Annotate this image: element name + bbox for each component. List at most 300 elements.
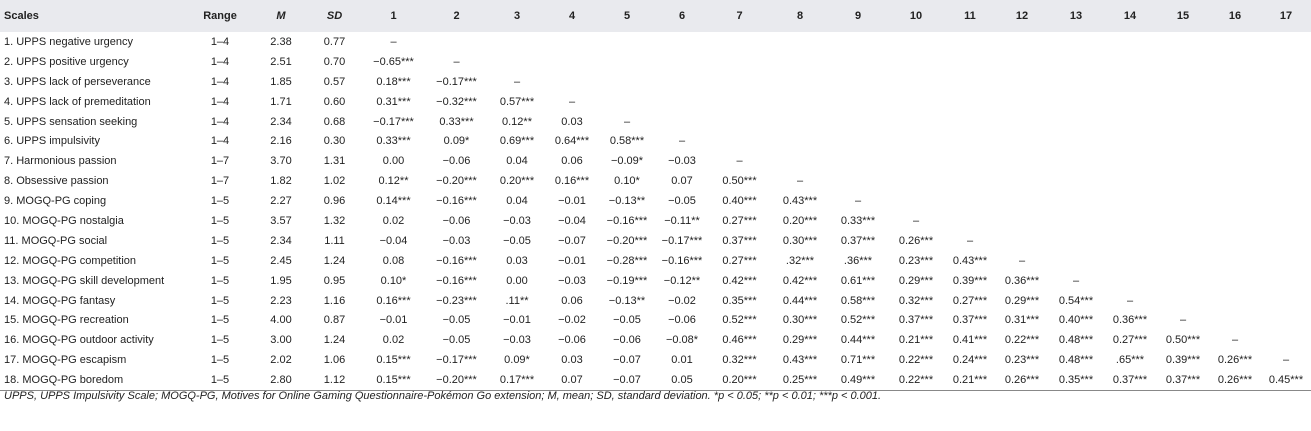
table-cell: –: [1018, 254, 1026, 267]
table-cell: 1–5: [210, 274, 230, 287]
table-cell: 0.43***: [782, 195, 818, 208]
table-cell: 0.43***: [782, 354, 818, 367]
table-cell: 0.02: [382, 214, 405, 227]
header-col-7: 4: [546, 0, 598, 32]
table-cell: 0.26***: [898, 234, 934, 247]
table-cell: 0.22***: [1004, 334, 1040, 347]
table-cell: –: [623, 115, 631, 128]
header-col-14: 11: [945, 0, 995, 32]
table-cell: [708, 72, 771, 92]
table-cell: [1049, 131, 1103, 151]
table-cell: –: [912, 214, 920, 227]
table-cell: [1261, 131, 1311, 151]
table-cell: 0.40***: [722, 195, 757, 208]
header-col-11: 8: [771, 0, 829, 32]
table-cell: −0.12**: [663, 274, 701, 287]
table-cell: 2.80: [255, 370, 307, 390]
table-cell: 1.12: [307, 370, 362, 390]
table-cell: [1209, 171, 1261, 191]
table-note: UPPS, UPPS Impulsivity Scale; MOGQ-PG, Motives for Online Gaming Questionnaire-Pokémon Go extension; M, mean; SD, standard deviation. *p < 0.05; **p < 0.01; ***p < 0.001.: [4, 390, 882, 402]
table-cell: −0.01: [379, 314, 408, 327]
header-col-6: 3: [488, 0, 546, 32]
table-row: [0, 151, 1311, 171]
table-cell: [995, 32, 1049, 52]
table-cell: [945, 112, 995, 132]
table-cell: 0.29***: [782, 334, 818, 347]
row-label: 10. MOGQ-PG nostalgia: [4, 214, 124, 227]
table-cell: [708, 32, 771, 52]
table-cell: [1209, 231, 1261, 251]
table-cell: 0.37***: [1157, 370, 1209, 390]
table-row: [0, 370, 1311, 390]
table-cell: [1157, 92, 1209, 112]
table-cell: 1–5: [185, 370, 255, 390]
table-cell: [1157, 171, 1209, 191]
header-col-20: 17: [1261, 0, 1311, 32]
table-cell: 0.20***: [499, 175, 535, 188]
table-cell: 0.57: [323, 75, 346, 88]
row-label: 5. UPPS sensation seeking: [4, 115, 138, 128]
table-cell: [829, 72, 887, 92]
table-cell: 0.54***: [1058, 294, 1094, 307]
table-cell: [1209, 151, 1261, 171]
table-cell: 0.48***: [1058, 354, 1094, 367]
table-cell: 1.95: [270, 274, 292, 287]
table-cell: [708, 131, 771, 151]
table-cell: 3.00: [270, 334, 292, 347]
table-cell: −0.17***: [436, 75, 477, 88]
table-cell: 0.21***: [898, 334, 934, 347]
header-col-19: 16: [1209, 0, 1261, 32]
table-cell: −0.08*: [665, 334, 699, 347]
table-cell: [945, 191, 995, 211]
table-cell: 1.24: [323, 254, 346, 267]
table-cell: 2.51: [270, 55, 292, 68]
table-cell: 0.26***: [995, 370, 1049, 390]
table-cell: −0.28***: [606, 254, 648, 267]
table-cell: 1–5: [210, 195, 230, 208]
table-cell: 0.52***: [722, 314, 757, 327]
table-cell: [656, 92, 708, 112]
table-cell: [1103, 251, 1157, 271]
table-cell: 3.57: [270, 214, 292, 227]
table-cell: 0.50***: [722, 175, 757, 188]
table-cell: [1103, 92, 1157, 112]
table-cell: 0.16***: [376, 294, 411, 307]
table-cell: −0.05: [613, 314, 641, 327]
table-row: [0, 112, 1311, 132]
table-cell: −0.20***: [606, 234, 648, 247]
header-col-16: 13: [1049, 0, 1103, 32]
table-row: [0, 330, 1311, 350]
table-cell: [708, 112, 771, 132]
table-cell: [829, 131, 887, 151]
table-cell: 0.29***: [1004, 294, 1040, 307]
table-cell: 2.23: [270, 294, 292, 307]
table-cell: 0.10*: [380, 274, 407, 287]
table-cell: [1103, 171, 1157, 191]
table-cell: [1049, 171, 1103, 191]
table-cell: [1049, 151, 1103, 171]
table-cell: 0.25***: [771, 370, 829, 390]
table-cell: −0.05: [503, 234, 531, 247]
table-cell: 0.15***: [376, 354, 411, 367]
header-col-3: SD: [307, 0, 362, 32]
table-cell: 0.15***: [362, 370, 425, 390]
table-cell: [656, 112, 708, 132]
table-cell: [887, 191, 945, 211]
table-cell: 0.23***: [1004, 354, 1040, 367]
table-cell: –: [796, 175, 804, 188]
table-cell: [1261, 271, 1311, 291]
table-cell: [945, 211, 995, 231]
table-cell: 0.57***: [499, 95, 535, 108]
table-row: [0, 310, 1311, 330]
table-cell: [887, 112, 945, 132]
table-cell: 0.58***: [609, 135, 645, 148]
table-cell: [656, 32, 708, 52]
table-cell: 0.22***: [887, 370, 945, 390]
table-cell: 0.10*: [614, 175, 640, 188]
table-cell: −0.03: [558, 274, 586, 287]
table-cell: [1103, 72, 1157, 92]
table-cell: [546, 32, 598, 52]
header-col-17: 14: [1103, 0, 1157, 32]
table-cell: [945, 52, 995, 72]
table-cell: –: [1126, 294, 1134, 307]
table-cell: [708, 92, 771, 112]
table-cell: [1261, 151, 1311, 171]
table-cell: [829, 112, 887, 132]
table-cell: −0.16***: [661, 254, 703, 267]
row-label: 7. Harmonious passion: [4, 155, 117, 168]
table-cell: [945, 92, 995, 112]
table-row: [0, 32, 1311, 52]
table-cell: [1261, 171, 1311, 191]
table-cell: 1–4: [210, 35, 230, 48]
table-cell: −0.06: [558, 334, 586, 347]
table-cell: [1261, 251, 1311, 271]
table-cell: [1049, 52, 1103, 72]
table-cell: [887, 151, 945, 171]
table-cell: –: [453, 55, 460, 68]
table-cell: –: [678, 135, 686, 148]
table-cell: 1.11: [324, 234, 345, 247]
table-cell: 0.37***: [840, 234, 876, 247]
table-cell: 0.36***: [1004, 274, 1040, 287]
table-cell: [887, 131, 945, 151]
table-cell: 0.42***: [722, 274, 757, 287]
table-cell: 0.41***: [952, 334, 988, 347]
table-cell: [598, 52, 656, 72]
table-cell: 0.45***: [1261, 370, 1311, 390]
row-label: 1. UPPS negative urgency: [4, 35, 134, 48]
table-cell: 0.35***: [722, 294, 757, 307]
table-cell: −0.65***: [373, 55, 414, 68]
table-cell: 0.60: [323, 95, 346, 108]
table-cell: −0.06: [668, 314, 696, 327]
table-cell: 0.71***: [840, 354, 876, 367]
table-cell: 3.70: [270, 155, 292, 168]
table-cell: −0.17***: [661, 234, 703, 247]
table-cell: 0.48***: [1058, 334, 1094, 347]
table-cell: 0.33***: [840, 214, 876, 227]
table-cell: –: [1231, 334, 1239, 347]
table-cell: 1–4: [210, 75, 230, 88]
table-cell: 2.34: [270, 234, 292, 247]
table-cell: −0.20***: [425, 370, 488, 390]
header-col-2: M: [255, 0, 307, 32]
table-cell: 0.04: [506, 195, 528, 208]
table-cell: [995, 72, 1049, 92]
table-cell: 0.44***: [782, 294, 818, 307]
table-header: [0, 0, 1311, 32]
table-cell: 0.69***: [499, 135, 535, 148]
table-cell: [1157, 52, 1209, 72]
row-label: 4. UPPS lack of premeditation: [4, 95, 151, 108]
table-cell: [1103, 112, 1157, 132]
table-cell: [1209, 211, 1261, 231]
table-cell: –: [1072, 274, 1080, 287]
table-cell: 0.24***: [952, 354, 988, 367]
table-cell: [995, 112, 1049, 132]
table-cell: [1157, 291, 1209, 311]
table-cell: −0.03: [668, 155, 696, 168]
table-cell: 0.12**: [502, 115, 532, 128]
table-cell: 2.27: [270, 195, 292, 208]
header-col-12: 9: [829, 0, 887, 32]
table-cell: [488, 32, 546, 52]
table-cell: 0.61***: [840, 274, 876, 287]
table-cell: [1261, 211, 1311, 231]
table-cell: [995, 131, 1049, 151]
table-cell: −0.07: [598, 370, 656, 390]
table-cell: 1.32: [323, 214, 346, 227]
table-cell: 0.09*: [504, 354, 530, 367]
table-cell: [1261, 291, 1311, 311]
table-cell: 0.26***: [1209, 370, 1261, 390]
table-cell: [1049, 92, 1103, 112]
table-cell: [945, 171, 995, 191]
table-cell: 0.31***: [376, 95, 411, 108]
table-cell: 2.02: [270, 354, 292, 367]
table-cell: 0.37***: [952, 314, 988, 327]
table-cell: [1209, 251, 1261, 271]
table-row: [0, 231, 1311, 251]
table-row: [0, 271, 1311, 291]
table-cell: −0.04: [379, 234, 408, 247]
table-cell: –: [1179, 314, 1187, 327]
table-cell: [995, 92, 1049, 112]
table-cell: [1261, 330, 1311, 350]
table-cell: 1–5: [210, 214, 230, 227]
table-cell: [1261, 191, 1311, 211]
table-cell: [656, 72, 708, 92]
table-cell: 0.06: [561, 155, 583, 168]
table-cell: 0.68: [323, 115, 346, 128]
table-cell: −0.02: [558, 314, 586, 327]
table-row: [0, 291, 1311, 311]
table-cell: 0.46***: [722, 334, 757, 347]
table-cell: −0.23***: [436, 294, 477, 307]
table-cell: −0.13**: [608, 294, 646, 307]
table-cell: [1157, 211, 1209, 231]
table-cell: [1103, 191, 1157, 211]
table-cell: –: [513, 75, 521, 88]
table-cell: [1157, 151, 1209, 171]
table-cell: 0.21***: [945, 370, 995, 390]
table-cell: [995, 171, 1049, 191]
table-cell: [771, 131, 829, 151]
table-cell: 0.30***: [782, 314, 818, 327]
table-cell: 0.02: [382, 334, 405, 347]
table-cell: 0.36***: [1112, 314, 1148, 327]
table-cell: [945, 151, 995, 171]
table-cell: 0.16***: [554, 175, 590, 188]
table-cell: 0.37***: [898, 314, 934, 327]
row-label: 6. UPPS impulsivity: [4, 135, 100, 148]
table-cell: −0.16***: [606, 214, 648, 227]
table-row: [0, 131, 1311, 151]
table-cell: –: [736, 155, 743, 168]
table-cell: 0.87: [323, 314, 346, 327]
table-cell: 1.85: [270, 75, 292, 88]
table-cell: −0.03: [442, 234, 471, 247]
header-scales: Scales: [0, 0, 185, 32]
table-cell: 0.35***: [1049, 370, 1103, 390]
table-cell: 0.03: [506, 254, 528, 267]
table-cell: 0.43***: [952, 254, 988, 267]
table-cell: 0.50***: [1165, 334, 1201, 347]
table-cell: [771, 112, 829, 132]
table-cell: [1261, 92, 1311, 112]
row-label: 12. MOGQ-PG competition: [4, 254, 137, 267]
table-cell: 0.30***: [782, 234, 818, 247]
table-cell: 1–7: [210, 155, 230, 168]
table-cell: –: [568, 95, 576, 108]
table-cell: 1.71: [270, 95, 292, 108]
table-cell: [546, 52, 598, 72]
table-cell: −0.01: [558, 254, 586, 267]
table-cell: 1.06: [323, 354, 346, 367]
table-cell: [887, 92, 945, 112]
table-cell: [1209, 310, 1261, 330]
table-cell: 0.06: [561, 294, 583, 307]
table-cell: [1157, 191, 1209, 211]
table-cell: 1.31: [323, 155, 346, 168]
table-cell: −0.06: [442, 155, 471, 168]
table-cell: −0.07: [613, 354, 641, 367]
header-col-4: 1: [362, 0, 425, 32]
row-label: 17. MOGQ-PG escapism: [4, 354, 127, 367]
header-row: [0, 0, 1311, 32]
table-cell: 0.95: [323, 274, 346, 287]
table-cell: [1261, 32, 1311, 52]
table-cell: [1261, 112, 1311, 132]
table-cell: 0.39***: [952, 274, 988, 287]
table-cell: 0.00: [382, 155, 405, 168]
table-cell: [771, 52, 829, 72]
table-cell: [1103, 231, 1157, 251]
table-cell: 0.44***: [840, 334, 876, 347]
table-cell: 0.20***: [782, 214, 818, 227]
table-cell: [1049, 112, 1103, 132]
table-cell: −0.20***: [436, 175, 477, 188]
table-cell: −0.16***: [436, 274, 477, 287]
table-cell: 1.16: [323, 294, 346, 307]
row-label: 13. MOGQ-PG skill development: [4, 274, 165, 287]
table-cell: 0.32***: [722, 354, 757, 367]
table-cell: [1261, 310, 1311, 330]
table-cell: [1209, 72, 1261, 92]
table-cell: 0.77: [323, 35, 346, 48]
table-cell: [945, 72, 995, 92]
table-cell: 0.01: [671, 354, 693, 367]
table-cell: [425, 32, 488, 52]
table-cell: [771, 92, 829, 112]
table-cell: 0.27***: [722, 254, 757, 267]
table-cell: [1103, 32, 1157, 52]
table-cell: 0.20***: [708, 370, 771, 390]
table-cell: [1103, 271, 1157, 291]
table-cell: [708, 52, 771, 72]
table-cell: [656, 52, 708, 72]
table-cell: 0.27***: [952, 294, 988, 307]
header-col-18: 15: [1157, 0, 1209, 32]
table-cell: 0.96: [323, 195, 346, 208]
table-cell: −0.03: [503, 334, 531, 347]
table-cell: 0.26***: [1217, 354, 1253, 367]
table-cell: −0.32***: [436, 95, 477, 108]
table-cell: [1157, 271, 1209, 291]
table-cell: [995, 191, 1049, 211]
table-cell: [1049, 72, 1103, 92]
table-cell: −0.04: [558, 214, 586, 227]
table-row: [0, 72, 1311, 92]
table-cell: [1261, 72, 1311, 92]
table-cell: [598, 32, 656, 52]
table-body: [0, 32, 1311, 390]
table-cell: 0.09*: [443, 135, 470, 148]
table-cell: 0.23***: [898, 254, 934, 267]
table-cell: 0.22***: [898, 354, 934, 367]
table-cell: −0.05: [442, 334, 471, 347]
header-col-13: 10: [887, 0, 945, 32]
table-cell: [598, 92, 656, 112]
header-col-10: 7: [708, 0, 771, 32]
table-cell: 0.33***: [439, 115, 474, 128]
table-cell: −0.09*: [610, 155, 644, 168]
table-cell: 0.33***: [376, 135, 411, 148]
table-cell: [887, 52, 945, 72]
table-cell: 2.38: [270, 35, 292, 48]
table-cell: −0.17***: [373, 115, 414, 128]
row-label: 8. Obsessive passion: [4, 175, 109, 188]
table-cell: 1–5: [210, 254, 230, 267]
table-cell: [995, 231, 1049, 251]
table-cell: −0.16***: [436, 195, 477, 208]
table-cell: –: [966, 234, 974, 247]
table-cell: [771, 72, 829, 92]
table-cell: [1209, 32, 1261, 52]
row-label: 3. UPPS lack of perseverance: [4, 75, 151, 88]
table-cell: −0.19***: [606, 274, 648, 287]
table-cell: [1209, 52, 1261, 72]
table-cell: 0.58***: [840, 294, 876, 307]
table-cell: [1209, 271, 1261, 291]
table-cell: [1209, 112, 1261, 132]
row-label: 2. UPPS positive urgency: [4, 55, 129, 68]
